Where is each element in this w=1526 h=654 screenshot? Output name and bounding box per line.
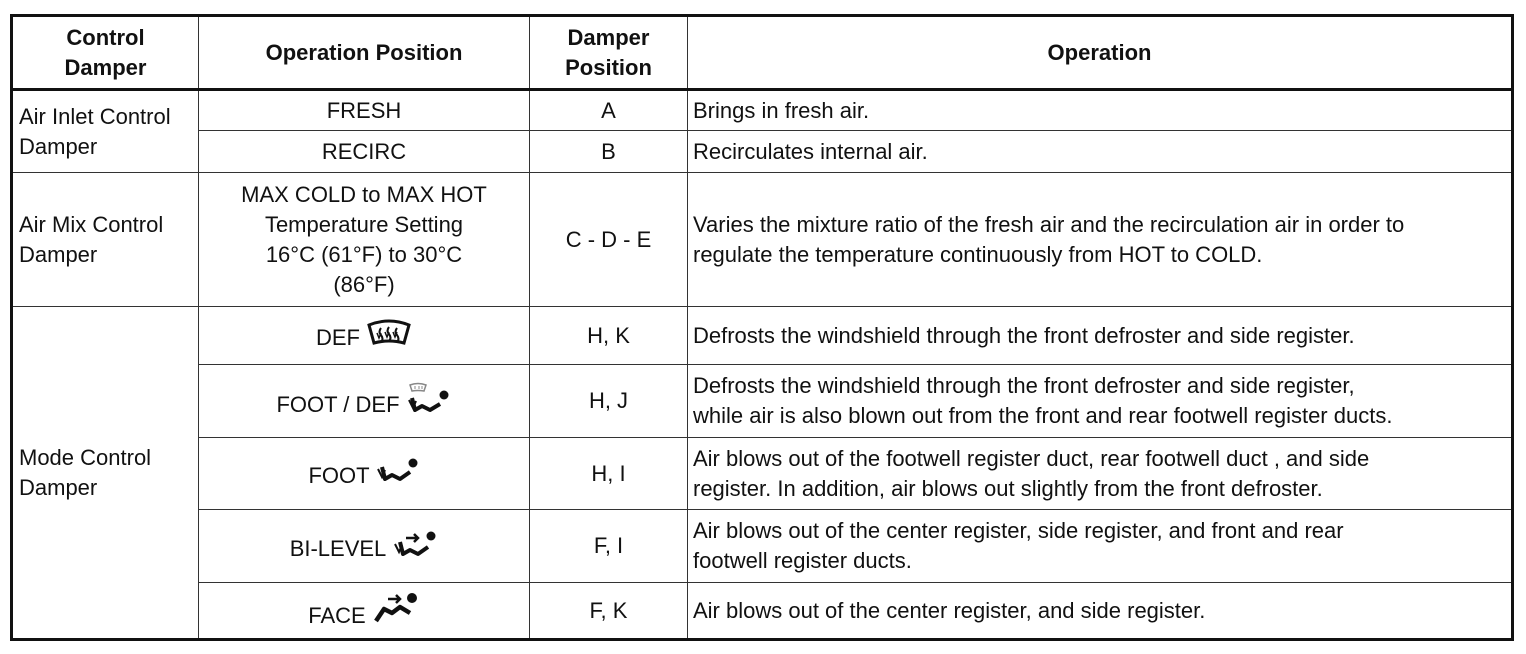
damper-position-cell: F, I [530,510,688,583]
operation-position-cell [199,583,530,640]
header-text: Position [565,54,652,80]
damper-position-cell: H, J [530,365,688,438]
operation-cell: Brings in fresh air. [688,90,1513,131]
damper-position-cell: F, K [530,583,688,640]
operation-line: footwell register ducts. [693,548,912,573]
damper-label: Damper [19,241,98,267]
damper-position-cell: C - D - E [530,173,688,307]
damper-position-cell: A [530,90,688,131]
table-row [12,583,1513,640]
position-line: Temperature Setting [264,211,464,237]
operation-cell: Recirculates internal air. [688,131,1513,173]
foot-icon [376,457,420,487]
damper-cell [12,173,199,307]
defrost-icon [366,319,412,349]
header-text: Control [66,24,145,50]
damper-label: Damper [19,474,98,500]
header-operation-position: Operation Position [199,16,530,90]
table-row [12,90,1513,131]
operation-line: Varies the mixture ratio of the fresh air and the recirculation air in order to [693,211,1405,237]
position-line: MAX COLD to MAX HOT [241,181,487,207]
operation-position-cell [199,365,530,438]
header-text: Damper [64,54,147,80]
damper-operation-table [10,14,1514,641]
position-label: FOOT / DEF [276,392,400,417]
damper-label: Air Mix Control [19,211,164,237]
damper-position-cell: H, K [530,307,688,365]
table-row [12,173,1513,307]
position-label: BI-LEVEL [289,536,387,561]
position-line: (86°F) [333,271,395,297]
operation-position-cell [199,307,530,365]
header-operation: Operation [688,16,1513,90]
damper-label: Air Inlet Control [19,103,171,129]
operation-cell [688,173,1513,307]
operation-line: Air blows out of the center register, side register, and front and rear [693,518,1344,543]
operation-cell [688,510,1513,583]
header-row [12,16,1513,90]
position-label: FACE [308,602,366,628]
face-icon [372,591,420,627]
damper-label: Damper [19,133,98,159]
operation-position-cell [199,438,530,510]
position-line: 16°C (61°F) to 30°C [265,241,463,267]
position-label: DEF [316,324,360,350]
operation-position-cell [199,173,530,307]
operation-line: while air is also blown out from the front and rear footwell register ducts. [693,403,1393,428]
table-row [12,131,1513,173]
damper-cell [12,307,199,640]
operation-cell [688,365,1513,438]
table-row [12,365,1513,438]
damper-position-cell: B [530,131,688,173]
header-text: Damper [567,24,650,50]
operation-line: Defrosts the windshield through the front defroster and side register, [693,373,1355,398]
operation-line: regulate the temperature continuously from HOT to COLD. [693,241,1263,267]
operation-cell [688,438,1513,510]
operation-cell: Defrosts the windshield through the front defroster and side register. [688,307,1513,365]
operation-cell: Air blows out of the center register, and side register. [688,583,1513,640]
table-row [12,510,1513,583]
table-row [12,307,1513,365]
header-damper-position [530,16,688,90]
operation-line: register. In addition, air blows out slightly from the front defroster. [693,475,1323,501]
damper-label: Mode Control [19,444,152,470]
operation-position-cell: FRESH [199,90,530,131]
bi-level-icon [392,528,438,560]
damper-cell [12,90,199,173]
operation-line: Air blows out of the footwell register duct, rear footwell duct , and side [693,445,1370,471]
header-control-damper [12,16,199,90]
table-row [12,438,1513,510]
damper-position-cell: H, I [530,438,688,510]
position-label: FOOT [308,462,370,488]
foot-def-icon [406,382,452,416]
operation-position-cell [199,510,530,583]
operation-position-cell: RECIRC [199,131,530,173]
